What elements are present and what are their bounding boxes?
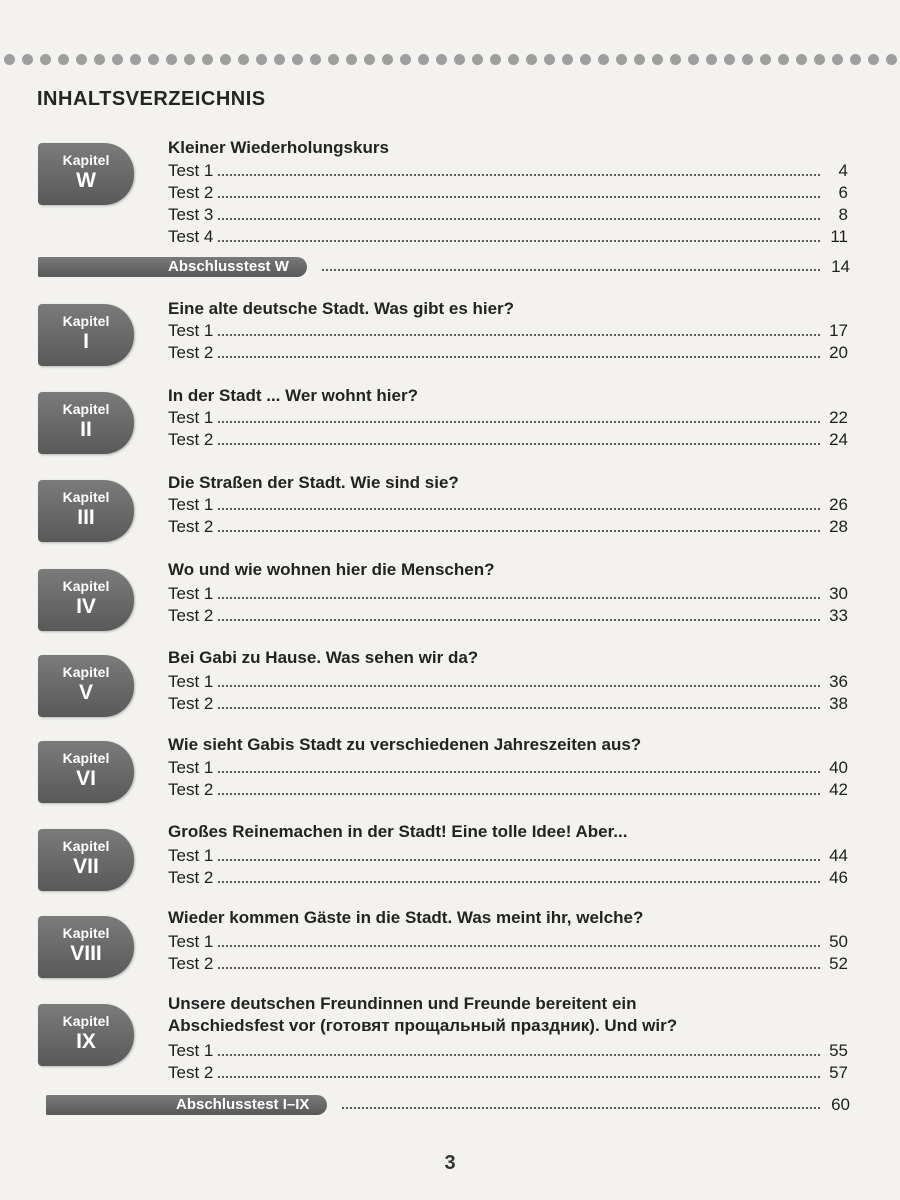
final-test-label: Abschlusstest I–IX [46, 1095, 327, 1115]
decorative-dot-divider [0, 54, 900, 70]
entry-label: Test 1 [168, 408, 214, 427]
entry-label: Test 2 [168, 343, 214, 362]
toc-entry[interactable] [168, 953, 848, 975]
chapter-badge-iii [38, 480, 134, 542]
entry-label: Test 4 [168, 227, 214, 246]
entry-page: 44 [829, 846, 848, 865]
badge-label: Kapitel [62, 750, 110, 766]
entry-page: 11 [830, 227, 848, 246]
entry-page: 4 [838, 161, 848, 180]
dot-leader [217, 355, 820, 359]
chapter-title: Wo und wie wohnen hier die Menschen? [168, 560, 495, 579]
toc-entry[interactable] [168, 671, 848, 693]
badge-number: IX [76, 1030, 96, 1053]
badge-label: Kapitel [62, 313, 110, 329]
entry-label: Test 1 [168, 1041, 214, 1060]
entry-page: 8 [838, 205, 848, 224]
divider-dot [742, 54, 753, 65]
final-test-label: Abschlusstest W [38, 257, 307, 277]
toc-entry[interactable] [168, 182, 848, 204]
divider-dot [184, 54, 195, 65]
divider-dot [382, 54, 393, 65]
chapter-badge-vii [38, 829, 134, 891]
entry-label: Test 1 [168, 161, 214, 180]
divider-dot [256, 54, 267, 65]
divider-dot [472, 54, 483, 65]
divider-dot [328, 54, 339, 65]
badge-number: VI [76, 767, 96, 790]
badge-label: Kapitel [62, 152, 110, 168]
toc-entry[interactable] [168, 429, 848, 451]
chapter-badge-viii [38, 916, 134, 978]
divider-dot [760, 54, 771, 65]
entry-label: Test 1 [168, 672, 214, 691]
divider-dot [688, 54, 699, 65]
entry-label: Test 2 [168, 430, 214, 449]
divider-dot [4, 54, 15, 65]
badge-label: Kapitel [62, 401, 110, 417]
divider-dot [868, 54, 879, 65]
divider-dot [112, 54, 123, 65]
dot-leader [217, 858, 820, 862]
toc-entry[interactable] [168, 779, 848, 801]
entry-page: 60 [831, 1095, 850, 1114]
divider-dot [454, 54, 465, 65]
badge-number: III [77, 506, 95, 529]
dot-leader [217, 529, 820, 533]
badge-number: I [83, 330, 89, 353]
badge-label: Kapitel [62, 838, 110, 854]
badge-label: Kapitel [62, 578, 110, 594]
entry-label: Test 1 [168, 495, 214, 514]
divider-dot [490, 54, 501, 65]
chapter-title: Kleiner Wiederholungskurs [168, 138, 389, 157]
dot-leader [217, 442, 820, 446]
chapter-badge-ix [38, 1004, 134, 1066]
chapter-title: Eine alte deutsche Stadt. Was gibt es hier? [168, 299, 515, 318]
divider-dot [706, 54, 717, 65]
chapter-title: Wie sieht Gabis Stadt zu verschiedenen Jahreszeiten aus? [168, 735, 642, 754]
chapter-badge-ii [38, 392, 134, 454]
divider-dot [310, 54, 321, 65]
divider-dot [22, 54, 33, 65]
entry-page: 26 [829, 495, 848, 514]
entry-label: Test 2 [168, 868, 214, 887]
divider-dot [778, 54, 789, 65]
chapter-badge-w [38, 143, 134, 205]
chapter-badge-vi [38, 741, 134, 803]
entry-label: Test 2 [168, 517, 214, 536]
chapter-badge-v [38, 655, 134, 717]
final-test-entry-w[interactable] [38, 255, 850, 279]
entry-page: 42 [829, 780, 848, 799]
entry-label: Test 2 [168, 954, 214, 973]
badge-number: VII [73, 855, 99, 878]
divider-dot [796, 54, 807, 65]
badge-label: Kapitel [62, 664, 110, 680]
chapter-badge-i [38, 304, 134, 366]
divider-dot [598, 54, 609, 65]
toc-entry[interactable] [168, 320, 848, 342]
page-title: INHALTSVERZEICHNIS [37, 88, 266, 110]
badge-number: V [78, 681, 93, 704]
entry-label: Test 1 [168, 932, 214, 951]
divider-dot [166, 54, 177, 65]
entry-page: 6 [838, 183, 848, 202]
toc-entry[interactable] [168, 867, 848, 889]
badge-label: Kapitel [62, 489, 110, 505]
divider-dot [832, 54, 843, 65]
dot-leader [217, 706, 820, 710]
divider-dot [400, 54, 411, 65]
dot-leader [217, 507, 820, 511]
entry-page: 24 [829, 430, 848, 449]
entry-label: Test 1 [168, 584, 214, 603]
toc-entry[interactable] [168, 226, 848, 248]
toc-entry[interactable] [168, 407, 848, 429]
dot-leader [217, 618, 820, 622]
entry-page: 14 [831, 257, 850, 276]
divider-dot [40, 54, 51, 65]
entry-page: 57 [829, 1063, 848, 1082]
divider-dot [814, 54, 825, 65]
badge-number: IV [76, 595, 96, 618]
dot-leader [217, 770, 820, 774]
divider-dot [418, 54, 429, 65]
badge-label: Kapitel [62, 925, 110, 941]
divider-dot [148, 54, 159, 65]
entry-page: 33 [829, 606, 848, 625]
toc-entry[interactable] [168, 1062, 848, 1084]
toc-entry[interactable] [168, 757, 848, 779]
chapter-title-line-1: Unsere deutschen Freundinnen und Freunde bereitent ein [168, 994, 637, 1013]
divider-dot [436, 54, 447, 65]
entry-label: Test 2 [168, 694, 214, 713]
entry-page: 28 [829, 517, 848, 536]
entry-label: Test 2 [168, 606, 214, 625]
chapter-title: Großes Reinemachen in der Stadt! Eine tolle Idee! Aber... [168, 822, 628, 841]
divider-dot [202, 54, 213, 65]
page-number: 3 [444, 1152, 456, 1174]
dot-leader [217, 195, 820, 199]
entry-page: 38 [829, 694, 848, 713]
divider-dot [526, 54, 537, 65]
dot-leader [341, 1106, 820, 1110]
entry-page: 30 [829, 584, 848, 603]
badge-number: VIII [70, 942, 102, 965]
toc-entry[interactable] [168, 160, 848, 182]
divider-dot [724, 54, 735, 65]
entry-page: 55 [829, 1041, 848, 1060]
divider-dot [562, 54, 573, 65]
toc-entry[interactable] [168, 931, 848, 953]
divider-dot [508, 54, 519, 65]
divider-dot [886, 54, 897, 65]
toc-entry[interactable] [168, 693, 848, 715]
badge-label: Kapitel [62, 1013, 110, 1029]
divider-dot [238, 54, 249, 65]
divider-dot [652, 54, 663, 65]
entry-label: Test 2 [168, 1063, 214, 1082]
divider-dot [76, 54, 87, 65]
divider-dot [616, 54, 627, 65]
toc-entry[interactable] [168, 494, 848, 516]
toc-entry[interactable] [168, 342, 848, 364]
entry-label: Test 1 [168, 321, 214, 340]
entry-page: 46 [829, 868, 848, 887]
dot-leader [217, 596, 820, 600]
divider-dot [580, 54, 591, 65]
divider-dot [634, 54, 645, 65]
dot-leader [217, 880, 820, 884]
dot-leader [217, 944, 820, 948]
toc-entry[interactable] [168, 845, 848, 867]
entry-page: 52 [829, 954, 848, 973]
dot-leader [217, 684, 820, 688]
dot-leader [217, 333, 820, 337]
dot-leader [217, 966, 820, 970]
entry-label: Test 2 [168, 183, 214, 202]
divider-dot [364, 54, 375, 65]
toc-entry[interactable] [168, 605, 848, 627]
entry-page: 17 [829, 321, 848, 340]
chapter-badge-iv [38, 569, 134, 631]
divider-dot [94, 54, 105, 65]
divider-dot [292, 54, 303, 65]
entry-page: 22 [829, 408, 848, 427]
entry-page: 50 [829, 932, 848, 951]
entry-page: 40 [829, 758, 848, 777]
toc-entry[interactable] [168, 583, 848, 605]
divider-dot [544, 54, 555, 65]
badge-number: II [80, 418, 92, 441]
divider-dot [130, 54, 141, 65]
toc-entry[interactable] [168, 204, 848, 226]
dot-leader [217, 420, 820, 424]
dot-leader [217, 173, 820, 177]
divider-dot [58, 54, 69, 65]
divider-dot [274, 54, 285, 65]
divider-dot [346, 54, 357, 65]
toc-entry[interactable] [168, 516, 848, 538]
chapter-title-line-2: Abschiedsfest vor (готовят прощальный праздник). Und wir? [168, 1016, 678, 1035]
entry-page: 36 [829, 672, 848, 691]
chapter-title: In der Stadt ... Wer wohnt hier? [168, 386, 418, 405]
divider-dot [850, 54, 861, 65]
chapter-title: Wieder kommen Gäste in die Stadt. Was meint ihr, welche? [168, 908, 644, 927]
dot-leader [217, 217, 820, 221]
entry-label: Test 1 [168, 758, 214, 777]
final-test-entry-i-ix[interactable] [46, 1093, 850, 1117]
entry-label: Test 1 [168, 846, 214, 865]
toc-entry[interactable] [168, 1040, 848, 1062]
dot-leader [321, 268, 820, 272]
chapter-title: Bei Gabi zu Hause. Was sehen wir da? [168, 648, 479, 667]
divider-dot [220, 54, 231, 65]
dot-leader [217, 1053, 820, 1057]
dot-leader [217, 1075, 820, 1079]
entry-page: 20 [829, 343, 848, 362]
dot-leader [217, 239, 820, 243]
badge-number: W [76, 169, 96, 192]
entry-label: Test 3 [168, 205, 214, 224]
chapter-title: Die Straßen der Stadt. Wie sind sie? [168, 473, 459, 492]
divider-dot [670, 54, 681, 65]
dot-leader [217, 792, 820, 796]
entry-label: Test 2 [168, 780, 214, 799]
